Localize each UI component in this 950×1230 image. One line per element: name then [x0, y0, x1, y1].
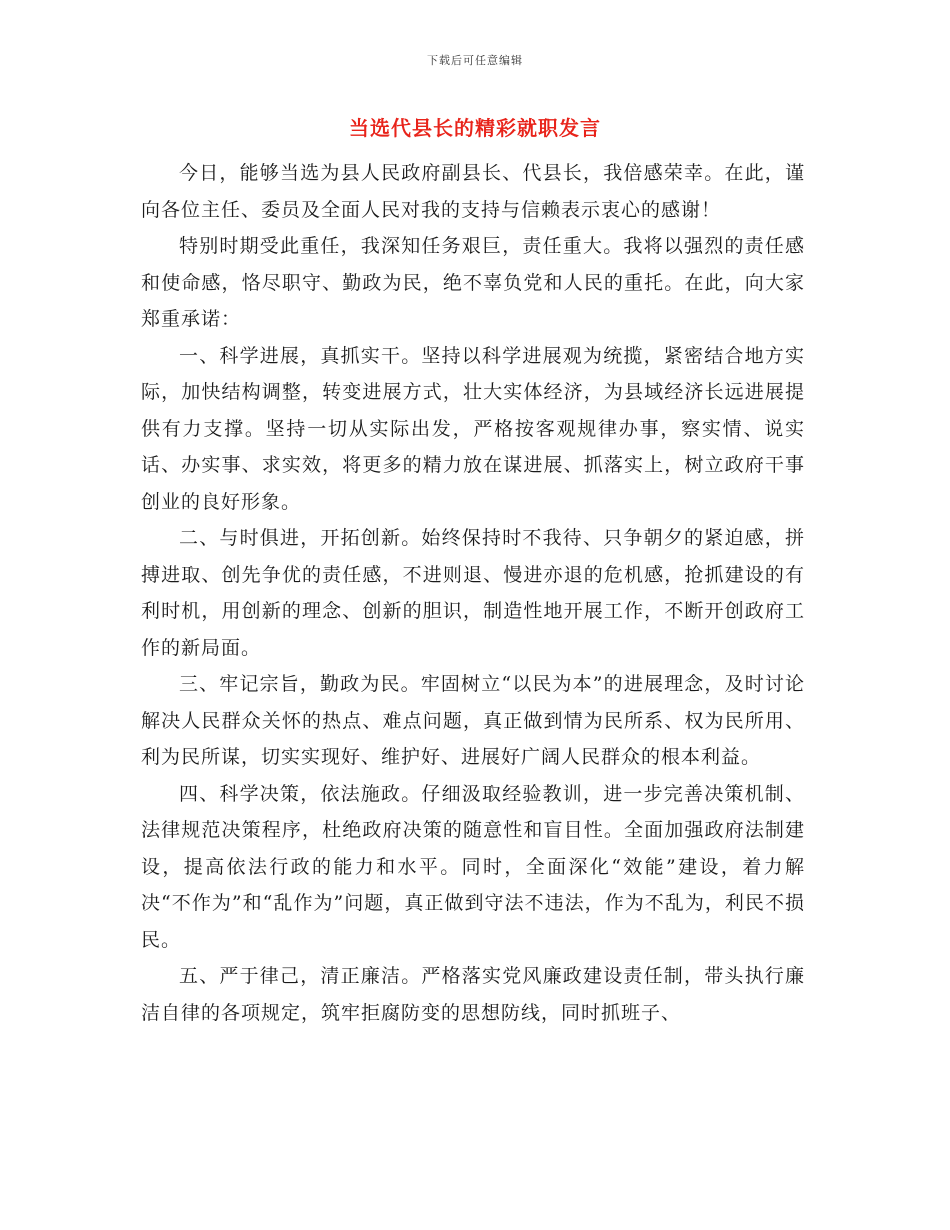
paragraph: 二、与时俱进，开拓创新。始终保持时不我待、只争朝夕的紧迫感，拼搏进取、创先争优的责任感，不进则退、慢进亦退的危机感，抢抓建设的有利时机，用创新的理念、创新的胆识，制造性地开展工作，不断开创政府工作的新局面。 — [141, 527, 805, 659]
paragraph: 三、牢记宗旨，勤政为民。牢固树立“以民为本”的进展理念，及时讨论解决人民群众关怀的热点、难点问题，真正做到情为民所系、权为民所用、利为民所谋，切实实现好、维护好、进展好广阔人民群众的根本利益。 — [141, 673, 805, 768]
paragraph: 今日，能够当选为县人民政府副县长、代县长，我倍感荣幸。在此，谨向各位主任、委员及全面人民对我的支持与信赖表示衷心的感谢！ — [141, 162, 805, 221]
paragraph: 一、科学进展，真抓实干。坚持以科学进展观为统揽，紧密结合地方实际，加快结构调整，转变进展方式，壮大实体经济，为县域经济长远进展提供有力支撑。坚持一切从实际出发，严格按客观规律办事，察实情、说实话、办实事、求实效，将更多的精力放在谋进展、抓落实上，树立政府干事创业的良好形象。 — [141, 344, 805, 513]
paragraph: 特别时期受此重任，我深知任务艰巨，责任重大。我将以强烈的责任感和使命感，恪尽职守、勤政为民，绝不辜负党和人民的重托。在此，向大家郑重承诺： — [141, 235, 805, 330]
paragraph: 五、严于律己，清正廉洁。严格落实党风廉政建设责任制，带头执行廉洁自律的各项规定，筑牢拒腐防变的思想防线，同时抓班子、 — [141, 965, 805, 1024]
document-title: 当选代县长的精彩就职发言 — [349, 116, 601, 140]
header-note: 下载后可任意编辑 — [427, 54, 523, 67]
paragraph: 四、科学决策，依法施政。仔细汲取经验教训，进一步完善决策机制、法律规范决策程序，杜绝政府决策的随意性和盲目性。全面加强政府法制建设，提高依法行政的能力和水平。同时，全面深化“效能”建设，着力解决“不作为”和“乱作为”问题，真正做到守法不违法，作为不乱为，利民不损民。 — [141, 782, 805, 951]
document-body — [141, 155, 805, 1031]
